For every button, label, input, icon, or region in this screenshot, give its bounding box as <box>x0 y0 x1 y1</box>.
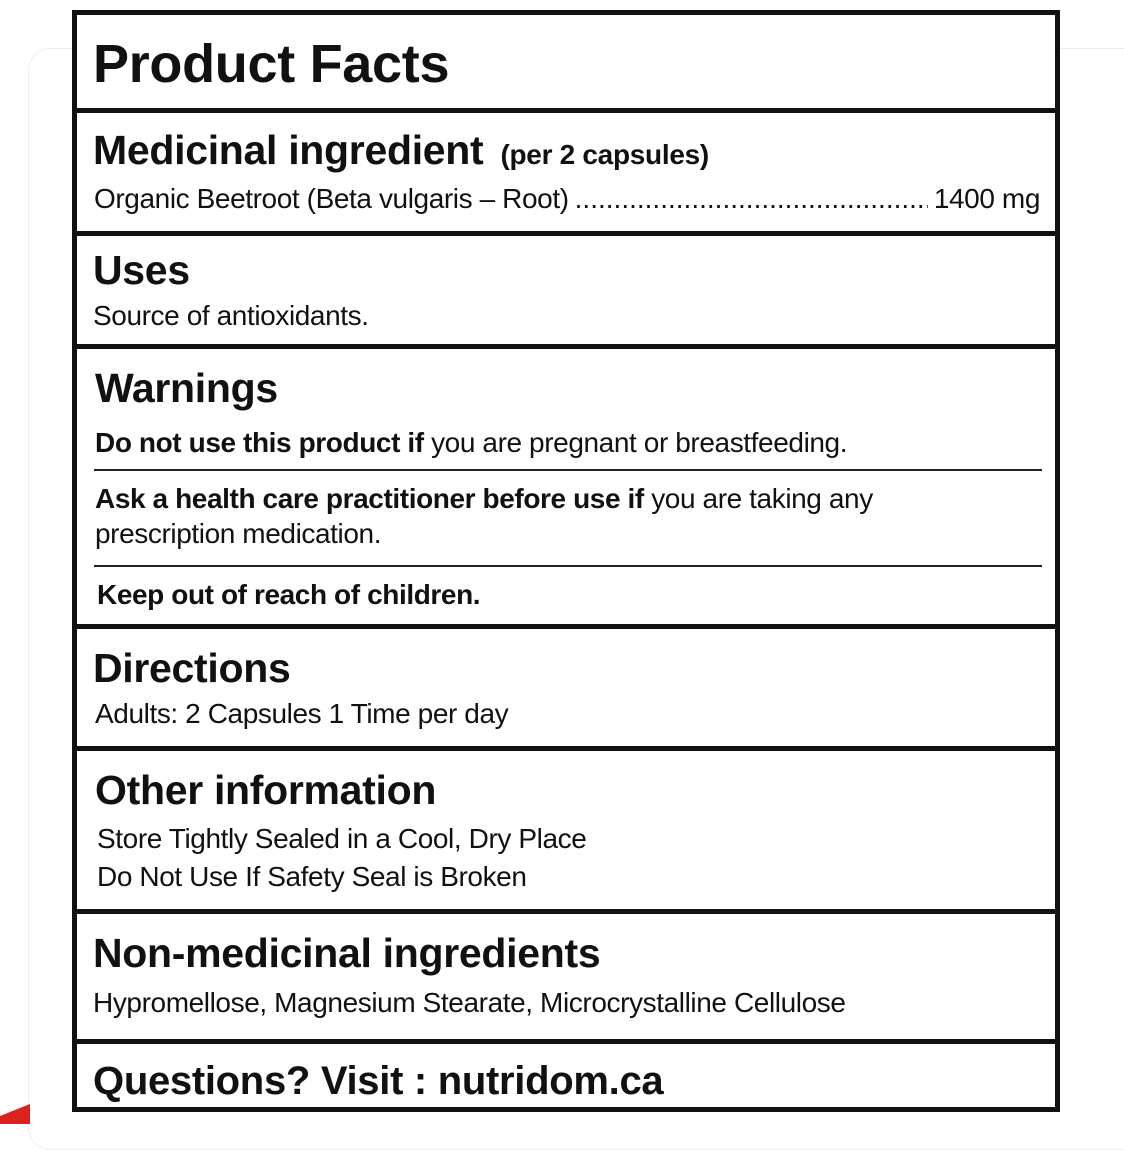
product-facts-panel <box>72 10 1060 1112</box>
medicinal-ingredient-subtitle: (per 2 capsules) <box>500 139 709 170</box>
other-information-title: Other information <box>95 767 437 813</box>
separator <box>77 909 1055 914</box>
red-corner-accent <box>0 1104 30 1124</box>
warning-pregnancy-rest: you are pregnant or breastfeeding. <box>423 427 848 458</box>
warning-divider <box>94 565 1042 567</box>
ingredient-amount: 1400 mg <box>933 183 1040 214</box>
medicinal-ingredient-title: Medicinal ingredient <box>93 127 484 173</box>
non-medicinal-title: Non-medicinal ingredients <box>93 930 601 976</box>
non-medicinal-text: Hypromellose, Magnesium Stearate, Microcrystalline Cellulose <box>93 987 846 1018</box>
warning-pregnancy-bold: Do not use this product if <box>95 427 424 458</box>
dot-leader <box>575 183 928 215</box>
other-information-line2: Do Not Use If Safety Seal is Broken <box>97 861 527 892</box>
separator <box>77 344 1055 349</box>
warning-children: Keep out of reach of children. <box>97 579 481 610</box>
warning-practitioner-line2: prescription medication. <box>95 518 382 549</box>
product-facts-title: Product Facts <box>93 34 450 94</box>
separator <box>77 624 1055 629</box>
directions-text: Adults: 2 Capsules 1 Time per day <box>95 698 509 729</box>
warning-practitioner <box>95 483 873 515</box>
directions-title: Directions <box>93 645 291 691</box>
separator <box>77 231 1055 236</box>
ingredient-name: Organic Beetroot (Beta vulgaris – Root) <box>94 183 569 214</box>
warning-pregnancy <box>95 427 847 459</box>
warning-practitioner-rest: you are taking any <box>643 483 873 514</box>
other-information-line1: Store Tightly Sealed in a Cool, Dry Place <box>97 823 587 854</box>
separator <box>77 108 1055 113</box>
warning-practitioner-bold: Ask a health care practitioner before use if <box>95 483 644 514</box>
ingredient-row <box>94 183 1040 215</box>
uses-title: Uses <box>93 247 190 293</box>
questions-text: Questions? Visit : nutridom.ca <box>93 1059 664 1103</box>
warning-divider <box>94 469 1042 471</box>
uses-text: Source of antioxidants. <box>93 300 369 331</box>
separator <box>77 746 1055 751</box>
medicinal-ingredient-heading <box>93 127 709 174</box>
warnings-title: Warnings <box>95 365 278 411</box>
separator <box>77 1039 1055 1044</box>
